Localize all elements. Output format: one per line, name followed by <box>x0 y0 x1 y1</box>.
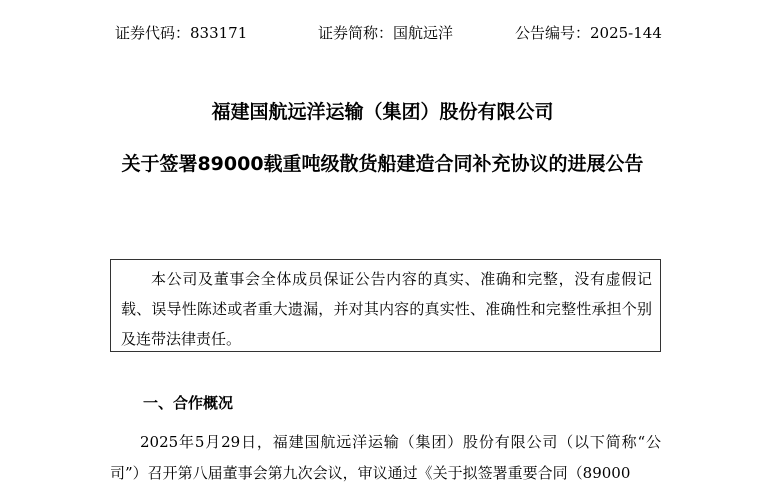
stock-name: 证券简称：国航远洋 <box>318 24 454 42</box>
announcement-header <box>0 22 765 44</box>
stock-code: 证券代码：833171 <box>115 24 248 42</box>
company-title: 福建国航远洋运输（集团）股份有限公司 <box>211 101 554 123</box>
body-paragraph: 2025年5月29日，福建国航远洋运输（集团）股份有限公司（以下简称“公司”）召开第八届董事会第九次会议，审议通过《关于拟签署重要合同（89000 <box>110 433 661 482</box>
announcement-title: 关于签署89000载重吨级散货船建造合同补充协议的进展公告 <box>121 153 644 175</box>
announcement-number: 公告编号：2025-144 <box>515 24 662 42</box>
notice-text: 本公司及董事会全体成员保证公告内容的真实、准确和完整，没有虚假记载、误导性陈述或者重大遗漏，并对其内容的真实性、准确性和完整性承担个别及连带法律责任。 <box>121 270 652 348</box>
section-heading: 一、合作概况 <box>143 394 234 412</box>
section-body <box>110 427 661 489</box>
board-guarantee-notice-box <box>110 259 661 352</box>
